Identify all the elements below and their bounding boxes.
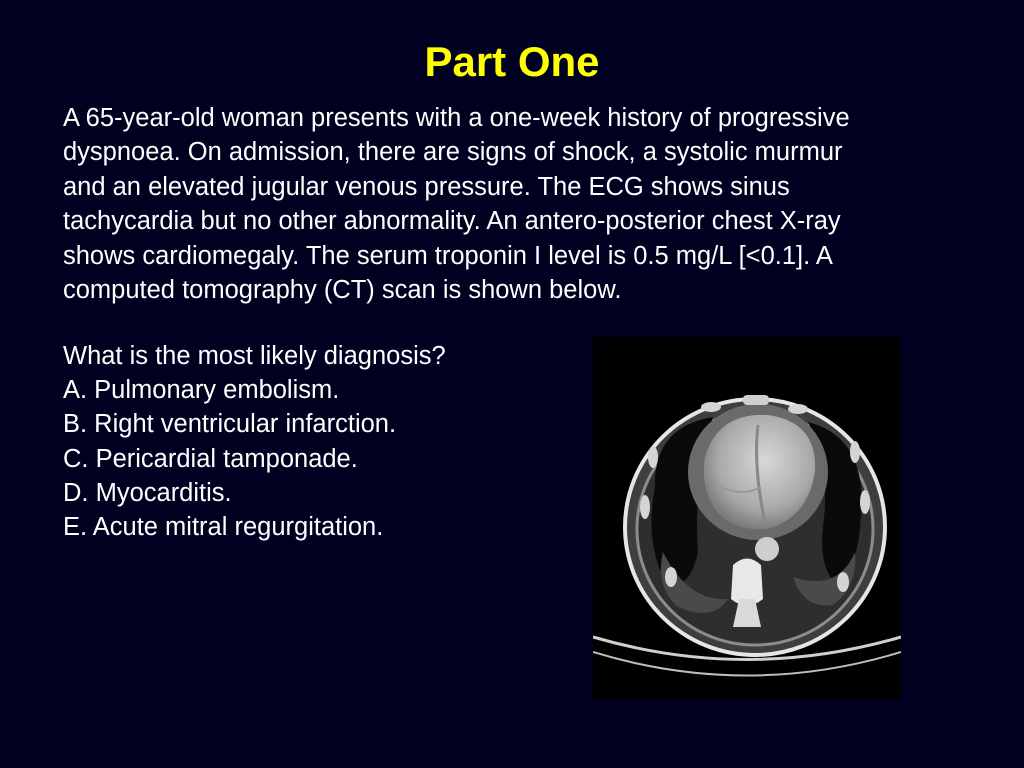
ct-scan-drawing [593,337,901,699]
case-line: shows cardiomegaly. The serum troponin I level is 0.5 mg/L [<0.1]. A [63,241,833,270]
answer-option-a: A. Pulmonary embolism. [63,376,340,405]
answer-option-e: E. Acute mitral regurgitation. [63,513,384,542]
question-block [63,339,583,544]
answer-option-b: B. Right ventricular infarction. [63,410,397,439]
answer-option-d: D. Myocarditis. [63,478,232,507]
ct-scan-image [593,337,901,699]
ct-aorta [755,537,779,561]
case-line: computed tomography (CT) scan is shown below. [63,276,622,305]
case-line: dyspnoea. On admission, there are signs of shock, a systolic murmur [63,138,843,167]
question-text: What is the most likely diagnosis? [63,342,446,370]
case-line: A 65-year-old woman presents with a one-week history of progressive [63,104,850,132]
case-line: tachycardia but no other abnormality. An antero-posterior chest X-ray [63,207,841,236]
ct-vertebra [731,559,763,606]
case-description [63,101,963,307]
slide-title: Part One [424,38,600,85]
case-line: and an elevated jugular venous pressure. The ECG shows sinus [63,172,790,201]
ct-sternum [743,395,769,405]
answer-option-c: C. Pericardial tamponade. [63,444,358,473]
